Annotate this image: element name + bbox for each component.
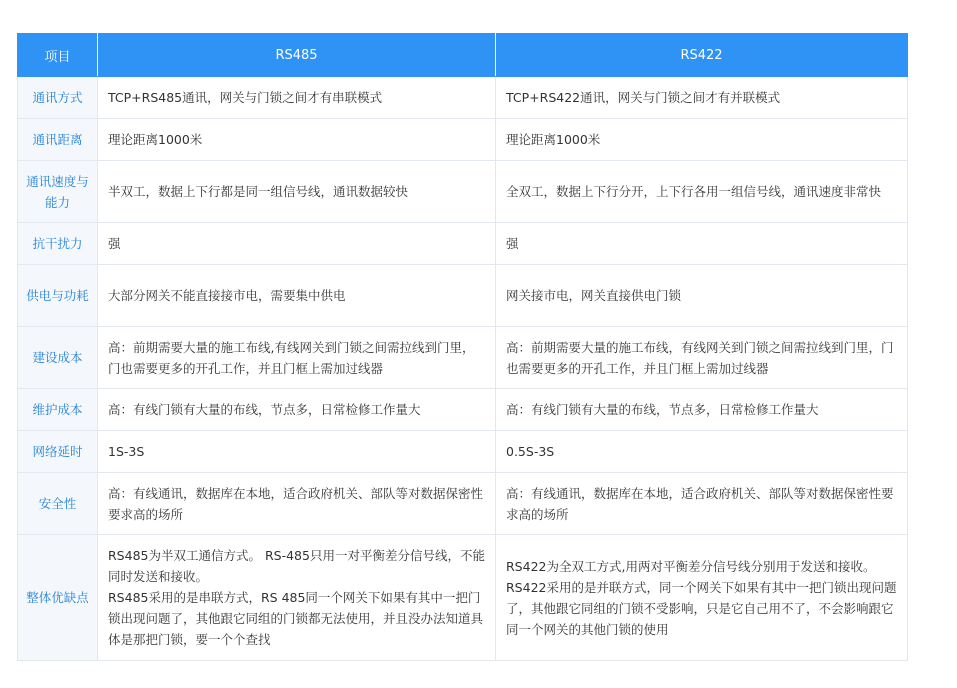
row-label: 通讯方式: [18, 77, 98, 119]
table-row: [18, 535, 908, 661]
rs485-cell: 高：有线门锁有大量的布线，节点多，日常检修工作量大: [98, 389, 496, 431]
row-label: 通讯速度与能力: [18, 161, 98, 223]
rs422-cell: 全双工，数据上下行分开，上下行各用一组信号线，通讯速度非常快: [496, 161, 908, 223]
table-row: [18, 77, 908, 119]
rs422-cell: 0.5S-3S: [496, 431, 908, 473]
rs422-cell: 高：前期需要大量的施工布线，有线网关到门锁之间需拉线到门里，门也需要更多的开孔工作，并且门框上需加过线器: [496, 327, 908, 389]
table-row: [18, 473, 908, 535]
header-rs422: RS422: [496, 34, 908, 77]
header-rs485: RS485: [98, 34, 496, 77]
comparison-table-container: [17, 33, 907, 661]
table-row: [18, 119, 908, 161]
rs422-cell: 强: [496, 223, 908, 265]
table-row: [18, 265, 908, 327]
table-row: [18, 161, 908, 223]
row-label: 整体优缺点: [18, 535, 98, 661]
rs485-cell: RS485为半双工通信方式。 RS-485只用一对平衡差分信号线，不能同时发送和接收。 RS485采用的是串联方式，RS 485同一个网关下如果有其中一把门锁出现问题了，其他跟它同组的门锁都无法使用，并且没办法知道具体是那把门锁，要一个个查找: [98, 535, 496, 661]
row-label: 维护成本: [18, 389, 98, 431]
rs422-cell: 网关接市电，网关直接供电门锁: [496, 265, 908, 327]
row-label: 抗干扰力: [18, 223, 98, 265]
row-label: 安全性: [18, 473, 98, 535]
header-item: 项目: [18, 34, 98, 77]
table-row: [18, 327, 908, 389]
table-header-row: [18, 34, 908, 77]
table-row: [18, 389, 908, 431]
row-label: 供电与功耗: [18, 265, 98, 327]
rs485-cell: 理论距离1000米: [98, 119, 496, 161]
rs485-cell: 半双工，数据上下行都是同一组信号线，通讯数据较快: [98, 161, 496, 223]
row-label: 建设成本: [18, 327, 98, 389]
rs485-cell: 1S-3S: [98, 431, 496, 473]
rs422-cell: 理论距离1000米: [496, 119, 908, 161]
rs485-cell: 强: [98, 223, 496, 265]
rs485-cell: 高：前期需要大量的施工布线,有线网关到门锁之间需拉线到门里，门也需要更多的开孔工作，并且门框上需加过线器: [98, 327, 496, 389]
table-row: [18, 431, 908, 473]
rs485-cell: 高：有线通讯，数据库在本地，适合政府机关、部队等对数据保密性要求高的场所: [98, 473, 496, 535]
rs422-cell: RS422为全双工方式,用两对平衡差分信号线分别用于发送和接收。 RS422采用的是并联方式，同一个网关下如果有其中一把门锁出现问题了，其他跟它同组的门锁不受影响，只是它自己用不了，不会影响跟它同一个网关的其他门锁的使用: [496, 535, 908, 661]
rs422-cell: 高：有线门锁有大量的布线，节点多，日常检修工作量大: [496, 389, 908, 431]
row-label: 网络延时: [18, 431, 98, 473]
table-row: [18, 223, 908, 265]
rs485-cell: TCP+RS485通讯，网关与门锁之间才有串联模式: [98, 77, 496, 119]
rs422-cell: 高：有线通讯，数据库在本地，适合政府机关、部队等对数据保密性要求高的场所: [496, 473, 908, 535]
rs485-cell: 大部分网关不能直接接市电，需要集中供电: [98, 265, 496, 327]
row-label: 通讯距离: [18, 119, 98, 161]
rs422-cell: TCP+RS422通讯，网关与门锁之间才有并联模式: [496, 77, 908, 119]
comparison-table: [17, 33, 908, 661]
